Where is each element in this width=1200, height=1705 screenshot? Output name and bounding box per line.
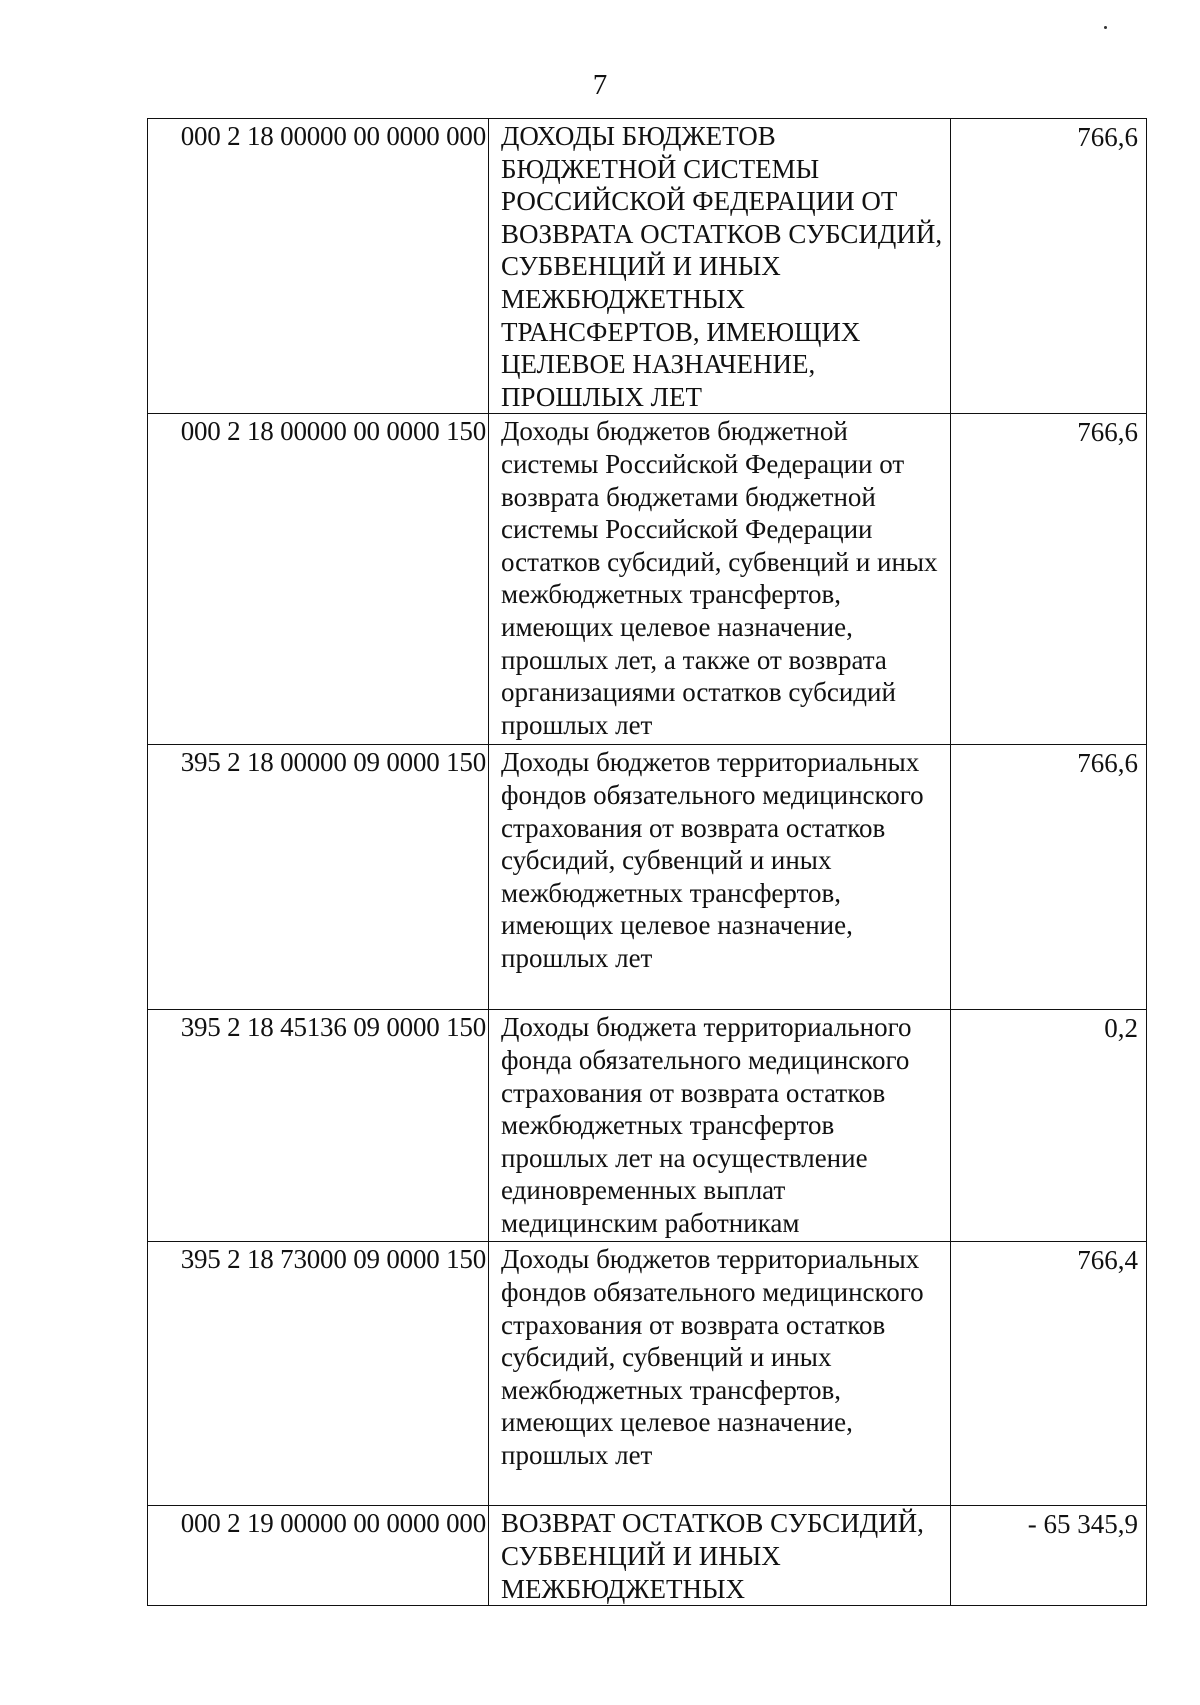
budget-code-cell: 395 2 18 00000 09 0000 150 <box>148 745 489 1010</box>
budget-code-cell: 000 2 18 00000 00 0000 150 <box>148 414 489 745</box>
budget-code-cell: 395 2 18 45136 09 0000 150 <box>148 1010 489 1242</box>
description-cell: Доходы бюджета территориального фонда обязательного медицинского страхования от возврата остатков межбюджетных трансфертов прошлых лет на осуществление единовременных выплат медицинским работникам <box>489 1010 951 1242</box>
table-row <box>148 745 1147 1010</box>
amount-cell: 766,4 <box>951 1242 1147 1506</box>
page-number: 7 <box>592 69 608 101</box>
table-row <box>148 1010 1147 1242</box>
description-cell: Доходы бюджетов территориальных фондов обязательного медицинского страхования от возврата остатков субсидий, субвенций и иных межбюджетных трансфертов, имеющих целевое назначение, прошлых лет <box>489 1242 951 1506</box>
budget-code-cell: 000 2 19 00000 00 0000 000 <box>148 1506 489 1606</box>
amount-cell: 766,6 <box>951 119 1147 414</box>
table-row <box>148 1506 1147 1606</box>
budget-income-table <box>147 118 1147 1606</box>
amount-cell: - 65 345,9 <box>951 1506 1147 1606</box>
table-row <box>148 1242 1147 1506</box>
description-cell: ВОЗВРАТ ОСТАТКОВ СУБСИДИЙ, СУБВЕНЦИЙ И ИНЫХ МЕЖБЮДЖЕТНЫХ <box>489 1506 951 1606</box>
description-cell: ДОХОДЫ БЮДЖЕТОВ БЮДЖЕТНОЙ СИСТЕМЫ РОССИЙСКОЙ ФЕДЕРАЦИИ ОТ ВОЗВРАТА ОСТАТКОВ СУБСИДИЙ, СУБВЕНЦИЙ И ИНЫХ МЕЖБЮДЖЕТНЫХ ТРАНСФЕРТОВ, ИМЕЮЩИХ ЦЕЛЕВОЕ НАЗНАЧЕНИЕ, ПРОШЛЫХ ЛЕТ <box>489 119 951 414</box>
amount-cell: 766,6 <box>951 745 1147 1010</box>
description-cell: Доходы бюджетов территориальных фондов обязательного медицинского страхования от возврата остатков субсидий, субвенций и иных межбюджетных трансфертов, имеющих целевое назначение, прошлых лет <box>489 745 951 1010</box>
budget-code-cell: 000 2 18 00000 00 0000 000 <box>148 119 489 414</box>
table-row <box>148 414 1147 745</box>
budget-code-cell: 395 2 18 73000 09 0000 150 <box>148 1242 489 1506</box>
amount-cell: 766,6 <box>951 414 1147 745</box>
scan-speck <box>1104 26 1107 29</box>
description-cell: Доходы бюджетов бюджетной системы Российской Федерации от возврата бюджетами бюджетной системы Российской Федерации остатков субсидий, субвенций и иных межбюджетных трансфертов, имеющих целевое назначение, прошлых лет, а также от возврата организациями остатков субсидий прошлых лет <box>489 414 951 745</box>
amount-cell: 0,2 <box>951 1010 1147 1242</box>
table-row <box>148 119 1147 414</box>
